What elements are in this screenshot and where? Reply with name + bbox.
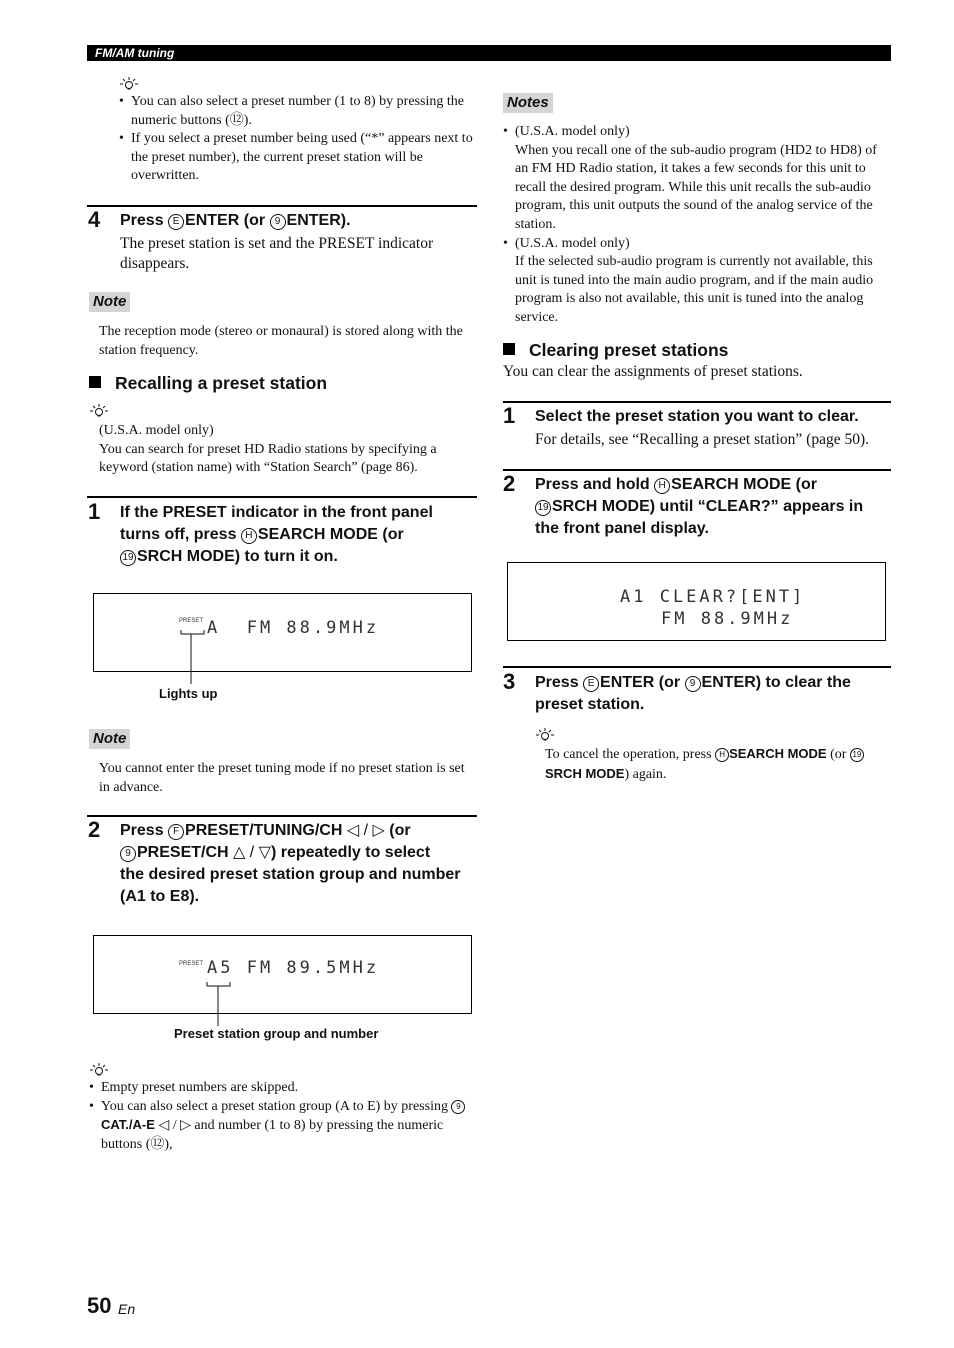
key-badge: E (168, 214, 184, 230)
tip-icon (119, 76, 139, 92)
text: You can also select a preset station group (A to E) by pressing (101, 1098, 448, 1114)
key-badge: 9 (451, 1100, 465, 1114)
notes-label: Notes (503, 93, 553, 113)
tip-icon (89, 1062, 109, 1078)
callout-line (204, 978, 234, 1028)
preset-indicator: PRESET (179, 618, 204, 624)
divider (503, 469, 891, 471)
step-body: For details, see “Recalling a preset station” (page 50). (535, 431, 869, 448)
step-body: The preset station is set and the PRESET indicator disappears. (120, 235, 434, 272)
text: (or (830, 747, 847, 762)
arrow-icon: ◁ / ▷ (346, 822, 385, 839)
note-text: The reception mode (stereo or monaural) is stored along with the station frequency. (99, 324, 463, 358)
callout-caption: Lights up (159, 686, 218, 701)
tip-text (99, 422, 474, 478)
step-number: 2 (88, 817, 101, 842)
section-heading (89, 372, 327, 394)
step-number: 3 (503, 669, 516, 694)
search-mode-key: SEARCH MODE (671, 476, 792, 493)
srch-mode-key: SRCH MODE (137, 548, 235, 565)
search-mode-key: SEARCH MODE (257, 526, 378, 543)
text: (or (658, 674, 681, 691)
text: ). (340, 212, 351, 229)
display-text: A5 FM 89.5MHz (207, 958, 380, 978)
note-label: Note (89, 729, 130, 749)
text: • (U.S.A. model only) (515, 235, 630, 251)
text: ) until “CLEAR?” appears in (649, 498, 864, 515)
preset-tuning-key: PRESET/TUNING/CH (185, 822, 343, 839)
text: (or (243, 212, 266, 229)
text: Press and hold (535, 476, 650, 493)
text: numeric buttons (⑫), (101, 1118, 444, 1152)
divider (503, 666, 891, 668)
key-badge: H (654, 478, 670, 494)
tip-list (89, 1079, 474, 1154)
text: When you recall one of the sub-audio program (HD2 to HD8) of an FM HD Radio station, it takes a few seconds for this unit to recall the desired program. While this unit recalls the sub-audio program, this unit outputs the sound of the analog service of the station. (515, 142, 877, 232)
arrow-icon: ◁ / ▷ (158, 1118, 191, 1134)
divider (503, 401, 891, 403)
srch-mode-key: SRCH MODE (552, 498, 650, 515)
step-number: 1 (503, 403, 516, 428)
display-text: A FM 88.9MHz (207, 618, 380, 638)
text: (U.S.A. model only) (99, 423, 214, 438)
text: ) to clear the (755, 674, 851, 691)
note-text: You cannot enter the preset tuning mode if no preset station is set in advance. (99, 761, 465, 795)
section-title: FM/AM tuning (95, 46, 175, 60)
key-badge: E (583, 676, 599, 692)
text: the front panel display. (535, 520, 709, 537)
tip-icon (89, 403, 109, 419)
key-badge: H (241, 528, 257, 544)
callout-line (178, 620, 208, 686)
tip-icon (535, 727, 555, 743)
step-heading: Select the preset station you want to clear. (535, 408, 859, 425)
text: the desired preset station group and number (120, 866, 461, 883)
divider (87, 496, 477, 498)
enter-key: ENTER (600, 674, 655, 691)
step-heading (535, 672, 895, 716)
text: (A1 to E8). (120, 888, 200, 905)
text: You can search for preset HD Radio stations by specifying a keyword (station name) with “Station Search” (page 86). (99, 441, 437, 476)
text: Press (535, 674, 579, 691)
tip-list (119, 93, 477, 186)
text: Press (120, 822, 164, 839)
square-bullet-icon (503, 343, 515, 355)
preset-ch-key: PRESET/CH (137, 844, 229, 861)
list-item: • If you select a preset number being used (“*” appears next to the preset number), the current preset station will be overwritten. (119, 130, 477, 186)
key-badge: H (715, 748, 729, 762)
page-number: 50 (87, 1293, 112, 1318)
text: turns off, press (120, 526, 237, 543)
text: and number (1 to 8) by pressing the (194, 1118, 394, 1134)
divider (87, 205, 477, 207)
step-number: 2 (503, 471, 516, 496)
arrow-icon: △ / ▽ (233, 844, 271, 861)
notes-list (503, 123, 891, 328)
square-bullet-icon (89, 376, 101, 388)
section-heading (503, 339, 728, 361)
step-heading (120, 210, 480, 232)
note-label: Note (89, 292, 130, 312)
preset-indicator: PRESET (179, 961, 204, 967)
step-heading (120, 502, 480, 568)
list-item (503, 123, 891, 235)
step-heading (120, 820, 480, 908)
text: (or (382, 526, 404, 543)
text: (or (795, 476, 817, 493)
text: ) to turn it on. (234, 548, 338, 565)
text: If the selected sub-audio program is currently not available, this unit is tuned into the main audio program, and if the main audio program is also not available, this unit is tuned into the analog service. (515, 254, 874, 325)
text: ) repeatedly to select (270, 844, 431, 861)
section-intro: You can clear the assignments of preset stations. (503, 363, 803, 380)
key-badge: F (168, 824, 184, 840)
text: • (U.S.A. model only) (515, 124, 630, 139)
callout-caption: Preset station group and number (174, 1026, 379, 1041)
text: Clearing preset stations (529, 340, 729, 360)
enter-key: ENTER (185, 212, 240, 229)
key-badge: 19 (120, 550, 136, 566)
enter-key: ENTER (701, 674, 756, 691)
list-item (89, 1098, 474, 1155)
text: preset station. (535, 696, 645, 713)
tip-text (545, 745, 891, 784)
front-panel-display (93, 593, 472, 672)
display-line-1: A1 CLEAR?[ENT] (620, 587, 806, 607)
key-badge: 9 (120, 846, 136, 862)
text: To cancel the operation, press (545, 747, 712, 762)
list-item: • You can also select a preset number (1 to 8) by pressing the numeric buttons (⑫). (119, 93, 477, 130)
divider (87, 815, 477, 817)
text: If the PRESET indicator in the front panel (120, 504, 433, 521)
text: Press (120, 212, 164, 229)
search-mode-key: SEARCH MODE (729, 746, 827, 761)
front-panel-display (93, 935, 472, 1014)
key-badge: 19 (535, 500, 551, 516)
enter-key: ENTER (286, 212, 341, 229)
text: ) again. (624, 766, 667, 782)
front-panel-display (507, 562, 886, 641)
key-badge: 9 (270, 214, 286, 230)
text: (or (389, 822, 411, 839)
header-bar (87, 45, 891, 61)
list-item (503, 235, 891, 328)
step-heading (535, 474, 895, 540)
step-number: 4 (88, 207, 101, 232)
text: Recalling a preset station (115, 373, 328, 393)
page-language: En (118, 1301, 136, 1317)
list-item: • Empty preset numbers are skipped. (89, 1079, 474, 1098)
display-line-2: FM 88.9MHz (661, 609, 794, 629)
srch-mode-key: SRCH MODE (545, 765, 625, 781)
step-number: 1 (88, 499, 101, 524)
cat-key: CAT./A-E (101, 1117, 155, 1133)
key-badge: 9 (685, 676, 701, 692)
key-badge: 19 (850, 748, 864, 762)
